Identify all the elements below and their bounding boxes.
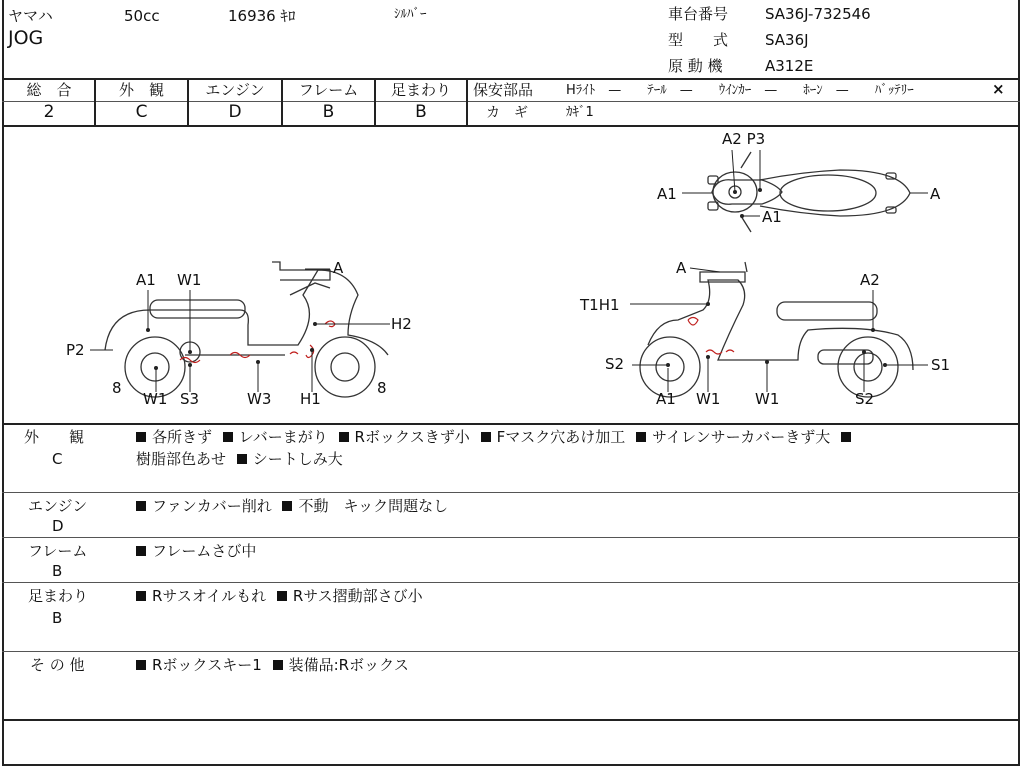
label-top-a-right: A xyxy=(930,185,941,203)
notes-other-items xyxy=(136,656,415,674)
label-left-w1b: W1 xyxy=(143,390,168,408)
label-right-w1b: W1 xyxy=(755,390,780,408)
notes-engine-grade: D xyxy=(52,517,64,535)
label-top-a2p3: A2 P3 xyxy=(722,130,766,148)
engine-grade: D xyxy=(228,102,242,122)
note-item: Rサスオイルもれ xyxy=(152,587,267,605)
notes-suspension-label: 足まわり xyxy=(28,587,89,605)
note-item: 各所きず xyxy=(152,428,213,446)
note-item: Rボックスキー1 xyxy=(152,656,262,674)
divider xyxy=(2,101,1020,102)
label-left-8a: 8 xyxy=(112,379,122,397)
label-left-a: A xyxy=(333,259,344,277)
note-item: ファンカバー削れ xyxy=(152,497,272,515)
battery-mark: × xyxy=(992,80,1005,98)
divider xyxy=(2,537,1020,538)
note-item: シートしみ大 xyxy=(252,450,343,468)
label-right-w1: W1 xyxy=(696,390,721,408)
leader-lines xyxy=(90,150,928,392)
suspension-grade: B xyxy=(415,102,427,122)
note-item: 装備品:Rボックス xyxy=(288,656,409,674)
divider xyxy=(2,719,1020,721)
divider xyxy=(466,79,468,125)
frame-grade: B xyxy=(322,102,335,122)
note-item: Fマスク穴あけ加工 xyxy=(496,428,626,446)
notes-frame-grade: B xyxy=(52,562,63,580)
notes-other-label: そ の 他 xyxy=(30,656,85,674)
label-left-8b: 8 xyxy=(377,379,387,397)
notes-suspension-items xyxy=(136,587,429,605)
chassis-label: 車台番号 xyxy=(668,5,729,23)
top-view-scooter xyxy=(708,152,910,232)
note-item: Rボックスきず小 xyxy=(354,428,470,446)
engine-code-value: A312E xyxy=(765,57,814,75)
notes-frame-items xyxy=(136,542,262,560)
note-item: レバーまがり xyxy=(238,428,328,446)
note-item: サイレンサーカバーきず大 xyxy=(652,428,831,446)
overall-grade-label: 総 合 xyxy=(26,81,72,99)
divider xyxy=(2,582,1020,583)
exterior-grade-label: 外 観 xyxy=(118,81,164,99)
label-right-t1h1: T1H1 xyxy=(580,296,620,314)
damage-diagram xyxy=(0,126,1024,423)
mileage: 16936 ｷﾛ xyxy=(228,7,296,25)
safety-parts-items: Hﾗｲﾄ — ﾃｰﾙ — ｳｲﾝｶｰ — ﾎｰﾝ — ﾊﾞｯﾃﾘｰ xyxy=(566,83,914,98)
label-left-p2: P2 xyxy=(66,341,85,359)
label-left-w1: W1 xyxy=(177,271,202,289)
exterior-grade: C xyxy=(135,102,148,122)
note-item: フレームさび中 xyxy=(152,542,257,560)
label-right-s1: S1 xyxy=(931,356,951,374)
maker-name: ヤマハ xyxy=(8,7,53,25)
color: ｼﾙﾊﾞｰ xyxy=(394,7,427,22)
label-right-a2: A2 xyxy=(860,271,880,289)
chassis-value: SA36J-732546 xyxy=(765,5,871,23)
notes-engine-label: エンジン xyxy=(28,497,88,515)
notes-suspension-grade: B xyxy=(52,609,63,627)
notes-frame-label: フレーム xyxy=(28,542,88,560)
note-item: 不動 キック問題なし xyxy=(298,497,449,515)
notes-exterior-grade: C xyxy=(52,450,63,468)
notes-exterior-label: 外 観 xyxy=(24,428,85,446)
notes-exterior-line2 xyxy=(136,450,349,468)
label-left-h1: H1 xyxy=(300,390,321,408)
notes-exterior-line1 xyxy=(136,428,857,446)
label-right-a: A xyxy=(676,259,687,277)
label-left-a1: A1 xyxy=(136,271,156,289)
suspension-grade-label: 足まわり xyxy=(390,81,451,99)
key-value: ｶｷﾞ1 xyxy=(566,105,594,120)
divider xyxy=(2,651,1020,652)
label-left-w3: W3 xyxy=(247,390,272,408)
frame-grade-label: フレーム xyxy=(298,81,359,99)
safety-parts-label: 保安部品 xyxy=(473,81,534,99)
notes-engine-items xyxy=(136,497,454,515)
type-value: SA36J xyxy=(765,31,809,49)
note-item: Rサス摺動部さび小 xyxy=(292,587,423,605)
label-left-h2: H2 xyxy=(391,315,412,333)
engine-code-label: 原 動 機 xyxy=(668,57,723,75)
label-left-s3: S3 xyxy=(180,390,200,408)
label-top-a1-left: A1 xyxy=(657,185,677,203)
model-name: JOG xyxy=(8,27,44,49)
label-right-s2: S2 xyxy=(605,355,625,373)
overall-grade: 2 xyxy=(43,102,55,122)
note-item: 樹脂部色あせ xyxy=(136,450,227,468)
divider xyxy=(2,492,1020,493)
divider xyxy=(2,423,1020,425)
label-top-a1-bottom: A1 xyxy=(762,208,782,226)
label-right-a1: A1 xyxy=(656,390,676,408)
label-right-s2b: S2 xyxy=(855,390,875,408)
displacement: 50cc xyxy=(124,7,160,25)
type-label: 型 式 xyxy=(668,31,729,49)
engine-grade-label: エンジン xyxy=(205,81,265,99)
key-label: カ ギ xyxy=(486,105,528,121)
divider xyxy=(2,78,1020,80)
